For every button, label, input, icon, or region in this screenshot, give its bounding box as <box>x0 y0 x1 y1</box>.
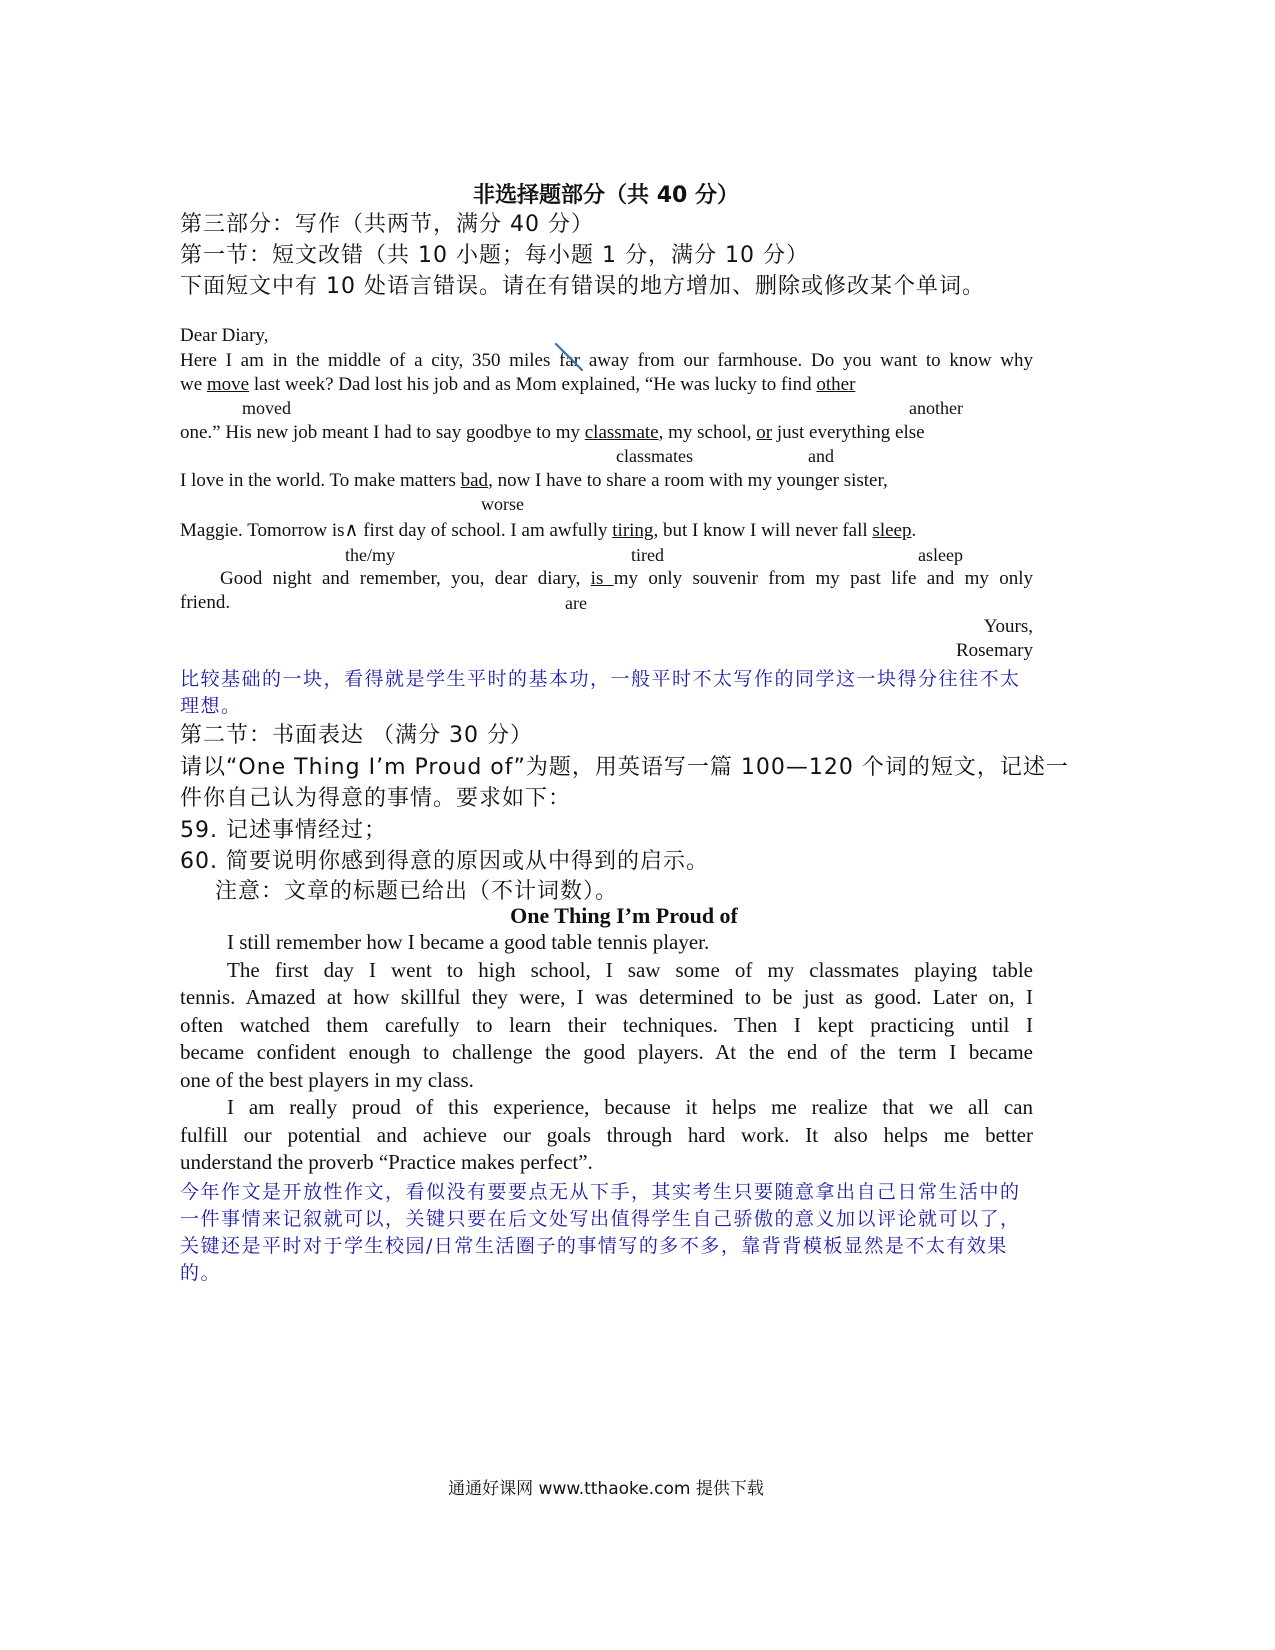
text-segment: my only souvenir from my past life and my only <box>613 568 1033 589</box>
error-word: is <box>590 568 614 589</box>
requirement-item: 59. 记述事情经过； <box>180 818 387 843</box>
page-title: 非选择题部分（共 40 分） <box>473 183 739 208</box>
passage-line-3 <box>180 422 925 444</box>
essay-line: understand the proverb “Practice makes perfect”. <box>180 1150 593 1174</box>
correction: moved <box>242 398 291 418</box>
text-segment: just everything else <box>772 422 925 443</box>
teacher-comment: 今年作文是开放性作文，看似没有要要点无从下手，其实考生只要随意拿出自己日常生活中的 <box>180 1181 1021 1203</box>
passage-line-1: Here I am in the middle of a city, 350 miles far away from our farmhouse. Do you want to know why <box>180 350 1033 371</box>
essay-line: The first day I went to high school, I saw some of my classmates playing table <box>227 958 1033 982</box>
error-word: tiring <box>612 520 654 541</box>
passage-line-4 <box>180 470 888 492</box>
correction: another <box>909 398 963 418</box>
correction: tired <box>631 545 664 565</box>
text-segment: Maggie. Tomorrow is∧ first day of school. I am awfully <box>180 520 613 541</box>
error-word: or <box>756 422 773 443</box>
correction: the/my <box>345 545 395 565</box>
correction: asleep <box>918 545 963 565</box>
diary-signature: Rosemary <box>955 640 1033 661</box>
essay-line: became confident enough to challenge the good players. At the end of the term I became <box>180 1040 1033 1064</box>
passage-line-6 <box>220 568 1033 590</box>
text-segment: , now I have to share a room with my younger sister, <box>488 470 888 491</box>
error-word: bad <box>460 470 489 491</box>
correction: are <box>565 593 587 613</box>
essay-line: one of the best players in my class. <box>180 1068 474 1092</box>
passage-line-2 <box>180 374 855 396</box>
correction: classmates <box>616 446 693 466</box>
section1-heading: 第一节：短文改错（共 10 小题；每小题 1 分，满分 10 分） <box>180 243 809 268</box>
correction: worse <box>481 494 524 514</box>
footer-watermark: 通通好课网 www.tthaoke.com 提供下载 <box>448 1479 764 1499</box>
passage-line-5 <box>180 519 916 542</box>
section2-heading: 第二节：书面表达 （满分 30 分） <box>180 723 533 748</box>
text-segment: , but I know I will never fall <box>653 520 873 541</box>
text-segment: Good night and remember, you, dear diary, <box>220 568 591 589</box>
text-segment: last week? Dad lost his job and as Mom explained, “He was lucky to find <box>249 374 817 395</box>
essay-line: tennis. Amazed at how skillful they were, I was determined to be just as good. Later on, I <box>180 985 1033 1009</box>
note: 注意：文章的标题已给出（不计词数）。 <box>215 879 619 904</box>
part-heading: 第三部分：写作（共两节，满分 40 分） <box>180 212 594 237</box>
essay-title: One Thing I’m Proud of <box>510 903 738 928</box>
error-word: sleep <box>872 520 912 541</box>
teacher-comment: 的。 <box>180 1262 222 1284</box>
section2-prompt: 请以“One Thing I’m Proud of”为题，用英语写一篇 100—120 个词的短文，记述一 <box>180 755 1069 780</box>
text-segment: , my school, <box>658 422 757 443</box>
requirement-item: 60. 简要说明你感到得意的原因或从中得到的启示。 <box>180 849 709 874</box>
error-word: move <box>206 374 250 395</box>
section2-prompt: 件你自己认为得意的事情。要求如下： <box>180 786 572 811</box>
essay-line: I am really proud of this experience, because it helps me realize that we all can <box>227 1095 1033 1119</box>
essay-line: fulfill our potential and achieve our goals through hard work. It also helps me better <box>180 1123 1033 1147</box>
teacher-comment: 关键还是平时对于学生校园/日常生活圈子的事情写的多不多，靠背背模板显然是不太有效果 <box>180 1235 1008 1257</box>
essay-paragraph: I still remember how I became a good table tennis player. <box>227 930 710 954</box>
passage-line-7: friend. <box>180 592 231 613</box>
diary-salutation: Dear Diary, <box>180 325 269 346</box>
text-segment: I love in the world. To make matters <box>180 470 461 491</box>
error-word: classmate <box>584 422 659 443</box>
text-segment: one.” His new job meant I had to say goodbye to my <box>180 422 585 443</box>
teacher-comment: 比较基础的一块，看得就是学生平时的基本功，一般平时不太写作的同学这一块得分往往不太 <box>180 668 1021 690</box>
section1-instruction: 下面短文中有 10 处语言错误。请在有错误的地方增加、删除或修改某个单词。 <box>180 274 985 299</box>
diary-closing: Yours, <box>983 616 1033 637</box>
essay-line: often watched them carefully to learn their techniques. Then I kept practicing until I <box>180 1013 1033 1037</box>
teacher-comment: 理想。 <box>180 695 242 717</box>
teacher-comment: 一件事情来记叙就可以，关键只要在后文处写出值得学生自己骄傲的意义加以评论就可以了， <box>180 1208 1021 1230</box>
correction: and <box>808 446 834 466</box>
text-segment: we <box>180 374 207 395</box>
error-word: other <box>816 374 856 395</box>
text-segment: . <box>911 520 917 541</box>
